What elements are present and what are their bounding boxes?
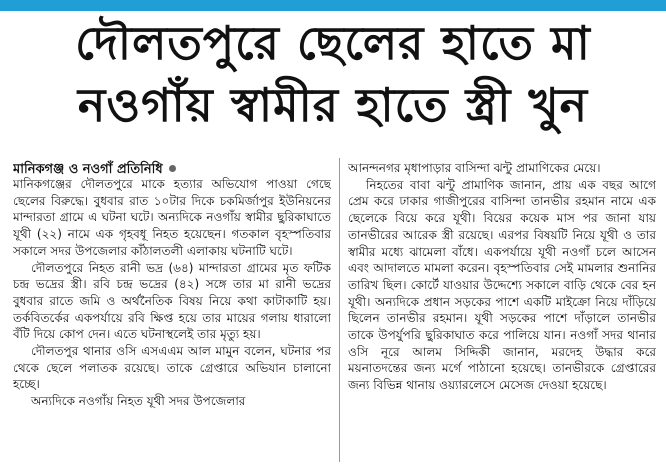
left-paragraph-2: দৌলতপুরে নিহত রানী ভদ্র (৬৪) মান্দারতা গ্রামের মৃত ফটিক চন্দ্র ভদ্রের স্ত্রী। রবি চন্দ্র ভদ্রের (৪২) সঙ্গে তার মা রানী ভদ্রের বুধবার রাতে জমি ও অর্থনৈতিক বিষয় নিয়ে কথা কাটাকাটি হয়। তর্কবিতর্কের একপর্যায়ে রবি ক্ষিপ্ত হয়ে তার মায়ের গলায় ধারালো বঁটি দিয়ে কোপ দেন। এতে ঘটনাস্থলেই তার মৃত্যু হয়। <box>13 260 331 342</box>
left-paragraph-4: অন্যদিকে নওগাঁয় নিহত যূথী সদর উপজেলার <box>31 394 246 409</box>
top-rule-bar <box>0 0 666 11</box>
right-paragraph-1: আনন্দনগর মৃধাপাড়ার বাসিন্দা ঝন্টু প্রামাণিকের মেয়ে। <box>348 161 601 175</box>
headline-line-2: নওগাঁয় স্বামীর হাতে স্ত্রী খুন <box>77 78 589 132</box>
left-paragraph-1: মানিকগঞ্জের দৌলতপুরে মাকে হত্যার অভিযোগ পাওয়া গেছে ছেলের বিরুদ্ধে। বুধবার রাত ১০টার দিকে চকমির্জাপুর ইউনিয়নের মান্দারতা গ্রামে এ ঘটনা ঘটে। অন্যদিকে নওগাঁয় স্বামীর ছুরিকাঘাতে যূথী (২২) নামে এক গৃহবধূ নিহত হয়েছেন। গতকাল বৃহস্পতিবার সকালে সদর উপজেলার কাঁঠালতলী এলাকায় ঘটনাটি ঘটে। <box>13 177 331 258</box>
column-divider <box>339 158 340 462</box>
byline-row <box>13 158 333 176</box>
article-column-right <box>348 160 656 462</box>
byline: মানিকগঞ্জ ও নওগাঁ প্রতিনিধি <box>13 162 163 176</box>
headline <box>0 12 666 152</box>
left-paragraph-3: দৌলতপুর থানার ওসি এসএএম আল মামুন বলেন, ঘটনার পর থেকে ছেলে পলাতক রয়েছে। তাকে গ্রেপ্তারে অভিযান চালানো হচ্ছে। <box>13 344 331 392</box>
bullet-dot-icon <box>169 165 176 172</box>
article-column-left <box>13 176 331 462</box>
headline-line-1: দৌলতপুরে ছেলের হাতে মা <box>75 16 591 70</box>
right-paragraph-2: নিহতের বাবা ঝন্টু প্রামাণিক জানান, প্রায় এক বছর আগে প্রেম করে ঢাকার গাজীপুরের বাসিন্দা তানভীর রহমান নামে এক ছেলেকে বিয়ে করে যূথী। বিয়ের কয়েক মাস পর জানা যায় তানভীরের আরেক স্ত্রী রয়েছে। এরপর বিষয়টি নিয়ে যূথী ও তার স্বামীর মধ্যে ঝামেলা বাঁধে। একপর্যায়ে যূথী নওগাঁ চলে আসেন এবং আদালতে মামলা করেন। বৃহস্পতিবার সেই মামলার শুনানির তারিখ ছিল। কোর্টে যাওয়ার উদ্দেশ্যে সকালে বাড়ি থেকে বের হন যূথী। অন্যদিকে প্রধান সড়কের পাশে একটি মাইক্রো নিয়ে দাঁড়িয়ে ছিলেন তানভীর রহমান। যূথী সড়কের পাশে দাঁড়ালে তানভীর তাকে উপর্যুপরি ছুরিকাঘাত করে পালিয়ে যান। নওগাঁ সদর থানার ওসি নূরে আলম সিদ্দিকী জানান, মরদেহ উদ্ধার করে ময়নাতদন্তের জন্য মর্গে পাঠানো হয়েছে। তানভীরকে গ্রেপ্তারের জন্য বিভিন্ন থানায় ওয়্যারলেসে মেসেজ দেওয়া হয়েছে। <box>348 177 656 393</box>
